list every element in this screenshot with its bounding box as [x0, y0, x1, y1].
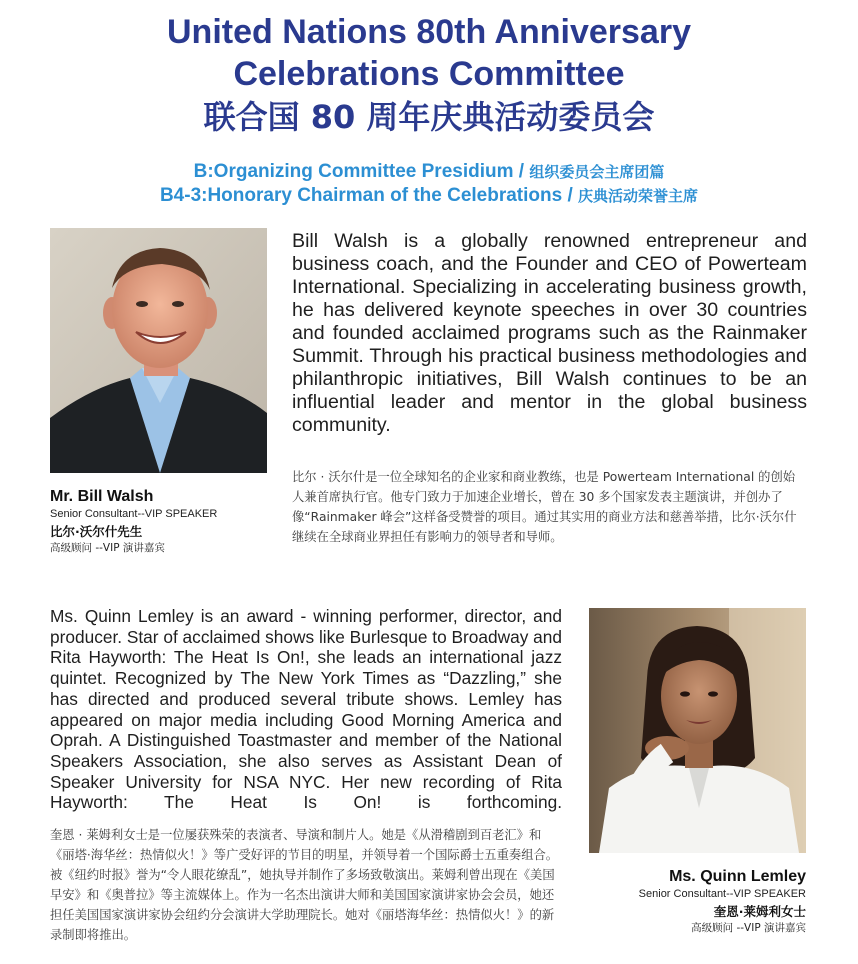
- quinn-lemley-name: Ms. Quinn Lemley: [669, 868, 806, 885]
- bill-walsh-bio-en-main: Bill Walsh is a globally renowned entrepreneur and business coach, and the Founder and CEO of Powerteam International. Specializing in accelerating business growth, he has delivered keynote speeches in over 30 countries and founded acclaimed programs such as the Rainmaker Summit. Through his practical business methodologies and philanthropic initiatives, Bill Walsh continues to be an influential: [292, 230, 807, 413]
- bill-walsh-name-cn: 比尔·沃尔什先生: [50, 524, 143, 539]
- section-heading-cn: 组织委员会主席团篇: [529, 163, 665, 181]
- subsection-heading-cn: 庆典活动荣誉主席: [578, 187, 699, 205]
- bill-walsh-bio-en: [292, 230, 807, 437]
- bill-walsh-name: Mr. Bill Walsh: [50, 488, 154, 505]
- bill-walsh-bio-cn: 比尔 · 沃尔什是一位全球知名的企业家和商业教练，也是 Powerteam International 的创始人兼首席执行官。他专门致力于加速企业增长，曾在 30 多个国家发表主题演讲，并创办了像“Rainmaker 峰会”这样备受赞誉的项目。通过其实用的商业方法和慈善举措，比尔·沃尔什继续在全球商业界担任有影响力的领导者和导师。: [292, 470, 797, 544]
- quinn-lemley-caption: [639, 867, 806, 936]
- bill-walsh-role-cn: 高级顾问 --VIP 演讲嘉宾: [50, 542, 165, 554]
- portrait-man-icon: [50, 228, 267, 473]
- quinn-lemley-bio-cn: 奎恩 · 莱姆利女士是一位屡获殊荣的表演者、导演和制片人。她是《从滑稽剧到百老汇》和《丽塔·海华丝：热情似火！》等广受好评的节目的明星，并领导着一个国际爵士五重奏组合。被《纽约时报》誉为“令人眼花缭乱”，她执导并制作了多场致敬演出。莱姆利曾出现在《美国早安》和《奥普拉》等主流媒体上。作为一名杰出演讲大师和美国国家演讲家协会会员，她还担任美国国家演讲家协会纽约分会演讲大学助理院长。她对《丽塔海华丝：热情似火！》的新录制即将推出。: [50, 828, 559, 942]
- subsection-heading: [0, 184, 858, 208]
- quinn-lemley-bio-en-last: recording of Rita Hayworth: The Heat Is On! is forthcoming.: [50, 771, 562, 813]
- title-line-2: Celebrations Committee: [233, 55, 625, 93]
- title-line-1: United Nations 80th Anniversary: [167, 13, 691, 51]
- quinn-lemley-role-cn: 高级顾问 --VIP 演讲嘉宾: [691, 922, 806, 934]
- portrait-woman-icon: [589, 608, 806, 853]
- bill-walsh-photo: [50, 228, 267, 473]
- title-chinese: 联合国 80 周年庆典活动委员会: [203, 98, 655, 136]
- bill-walsh-bio-en-last: leader and mentor in the global business community.: [292, 391, 807, 436]
- section-heading: [0, 160, 858, 184]
- quinn-lemley-role: Senior Consultant--VIP SPEAKER: [638, 888, 806, 900]
- bill-walsh-role: Senior Consultant--VIP SPEAKER: [50, 508, 218, 520]
- subsection-heading-en: B4-3:Honorary Chairman of the Celebrations /: [159, 185, 573, 206]
- quinn-lemley-name-cn: 奎恩·莱姆利女士: [713, 904, 806, 919]
- bill-walsh-caption: [50, 487, 217, 556]
- section-heading-en: B:Organizing Committee Presidium /: [193, 161, 525, 182]
- quinn-lemley-bio-en-main: Ms. Quinn Lemley is an award - winning performer, director, and producer. Star of acclaimed shows like Burlesque to Broadway and Rita Hayworth: The Heat Is On!, she leads an international jazz quintet. Recognized by The New York Times as “Dazzling,” she has directed and produced several tribute shows. Lemley has appeared on major media including Good Morning America and Oprah. A Distinguished Toastmaster and member of the National Speakers Association, she also serves as Assistant Dean of Speaker University for NSA NYC. Her new: [50, 606, 562, 792]
- quinn-lemley-bio-en: [50, 606, 562, 813]
- quinn-lemley-photo: [589, 608, 806, 853]
